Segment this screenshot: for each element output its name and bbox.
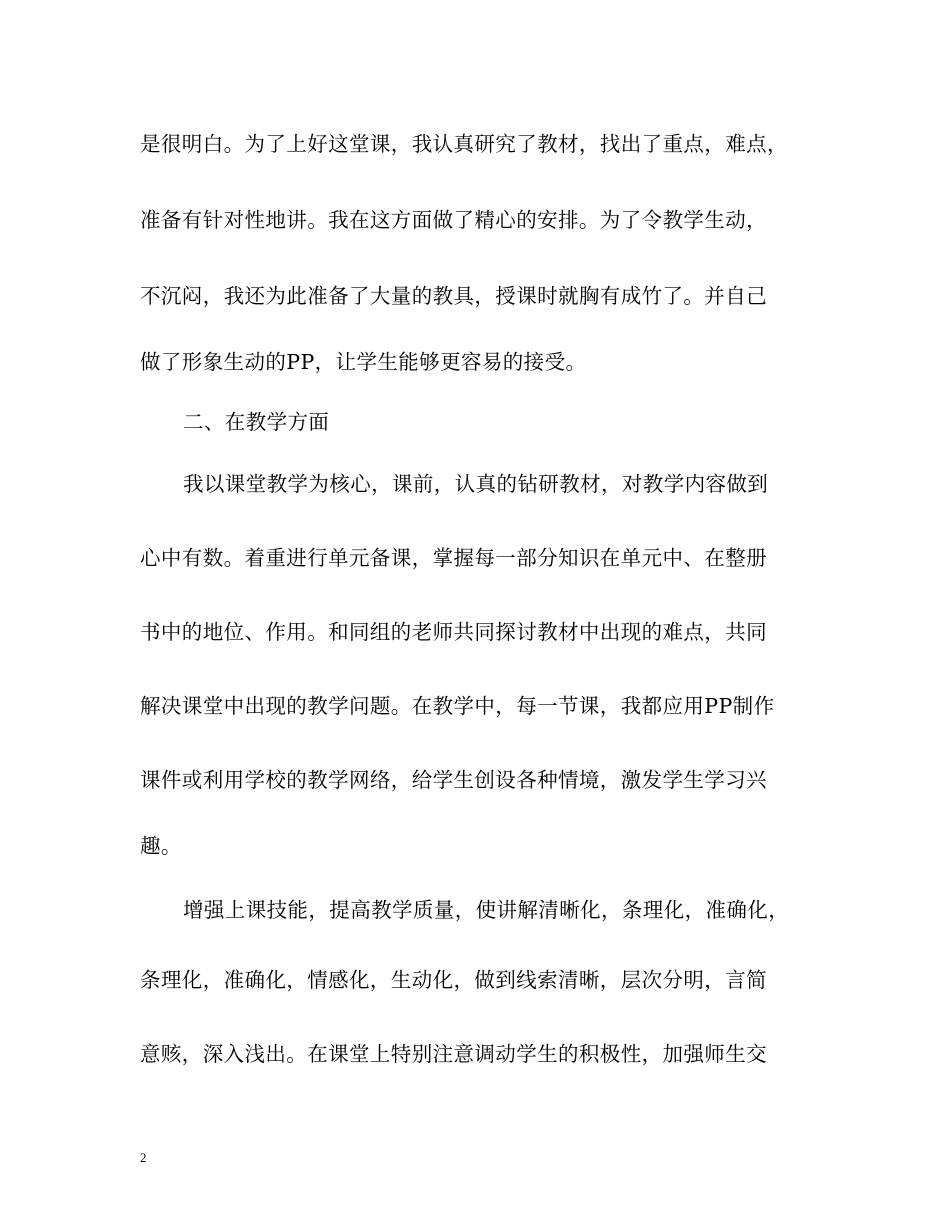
- paragraph-line: 心中有数。着重进行单元备课，掌握每一部分知识在单元中、在整册: [140, 546, 767, 570]
- paragraph-line: 书中的地位、作用。和同组的老师共同探讨教材中出现的难点，共同: [140, 620, 767, 644]
- paragraph-line: 条理化，准确化，情感化，生动化，做到线索清晰，层次分明，言简: [140, 968, 767, 992]
- paragraph-line: 意赅，深入浅出。在课堂上特别注意调动学生的积极性，加强师生交: [140, 1042, 767, 1066]
- paragraph-line: 是很明白。为了上好这堂课，我认真研究了教材，找出了重点，难点，: [140, 132, 788, 156]
- paragraph-line: 解决课堂中出现的教学问题。在教学中，每一节课，我都应用PP制作: [140, 694, 775, 718]
- paragraph-line: 课件或利用学校的教学网络，给学生创设各种情境，激发学生学习兴: [140, 768, 767, 792]
- paragraph-line: 不沉闷，我还为此准备了大量的教具，授课时就胸有成竹了。并自己: [140, 284, 767, 308]
- page-number: 2: [140, 1150, 147, 1165]
- paragraph-line: 做了形象生动的PP，让学生能够更容易的接受。: [140, 350, 587, 374]
- paragraph-line: 趣。: [140, 834, 182, 858]
- paragraph-line: 我以课堂教学为核心，课前，认真的钻研教材，对教学内容做到: [183, 472, 769, 496]
- paragraph-line: 准备有针对性地讲。我在这方面做了精心的安排。为了令教学生动，: [140, 208, 767, 232]
- section-heading: 二、在教学方面: [183, 410, 330, 434]
- paragraph-line: 增强上课技能，提高教学质量，使讲解清晰化，条理化，准确化，: [183, 898, 790, 922]
